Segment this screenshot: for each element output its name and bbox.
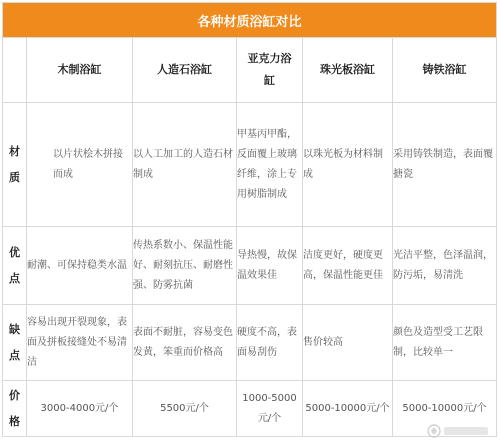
price-cell: 5000-10000元/个 [393, 381, 497, 437]
table-cell: 导热慢，故保温效果佳 [237, 227, 303, 305]
table-cell: 采用铸铁制造，表面覆搪瓷 [393, 103, 497, 227]
table-cell: 光洁平整，色泽温润，防污垢，易清洗 [393, 227, 497, 305]
col-head-pearl: 珠光板浴缸 [303, 38, 393, 103]
col-head-stone: 人造石浴缸 [133, 38, 237, 103]
table-row [3, 227, 497, 305]
table-cell: 甲基丙甲酯，反面覆上玻璃纤维，涂上专用树脂制成 [237, 103, 303, 227]
table-row [3, 305, 497, 381]
row-head-material: 材 质 [3, 103, 27, 227]
row-head-cons: 缺 点 [3, 305, 27, 381]
price-cell: 5000-10000元/个 [303, 381, 393, 437]
price-cell: 1000-5000元/个 [237, 381, 303, 437]
price-cell: 3000-4000元/个 [27, 381, 133, 437]
table-cell: 容易出现开裂现象，表面及拼板接缝处不易清洁 [27, 305, 133, 381]
table-cell: 硬度不高，表面易刮伤 [237, 305, 303, 381]
table-cell: 洁度更好，硬度更高，保温性能更佳 [303, 227, 393, 305]
table-cell: 售价较高 [303, 305, 393, 381]
table-title: 各种材质浴缸对比 [3, 3, 497, 38]
table-row [3, 103, 497, 227]
col-head-castiron: 铸铁浴缸 [393, 38, 497, 103]
col-head-acrylic: 亚克力浴缸 [237, 38, 303, 103]
table-cell: 传热系数小、保温性能好、耐刻抗压、耐磨性强、防雾抗菌 [133, 227, 237, 305]
comparison-table [2, 2, 497, 437]
watermark-logo [426, 422, 492, 440]
row-head-pros: 优 点 [3, 227, 27, 305]
table-cell: 以片状桧木拼接而成 [27, 103, 133, 227]
table-cell: 表面不耐脏，容易变色发黄，笨重而价格高 [133, 305, 237, 381]
price-cell: 5500元/个 [133, 381, 237, 437]
table-cell: 耐潮、可保持稳类水温 [27, 227, 133, 305]
column-header-row [3, 38, 497, 103]
table-cell: 颜色及造型受工艺限制，比较单一 [393, 305, 497, 381]
table-row [3, 381, 497, 437]
col-head-wood: 木制浴缸 [27, 38, 133, 103]
row-head-price: 价 格 [3, 381, 27, 437]
table-cell: 以珠光板为材料制成 [303, 103, 393, 227]
table-cell: 以人工加工的人造石材制成 [133, 103, 237, 227]
corner-cell [3, 38, 27, 103]
